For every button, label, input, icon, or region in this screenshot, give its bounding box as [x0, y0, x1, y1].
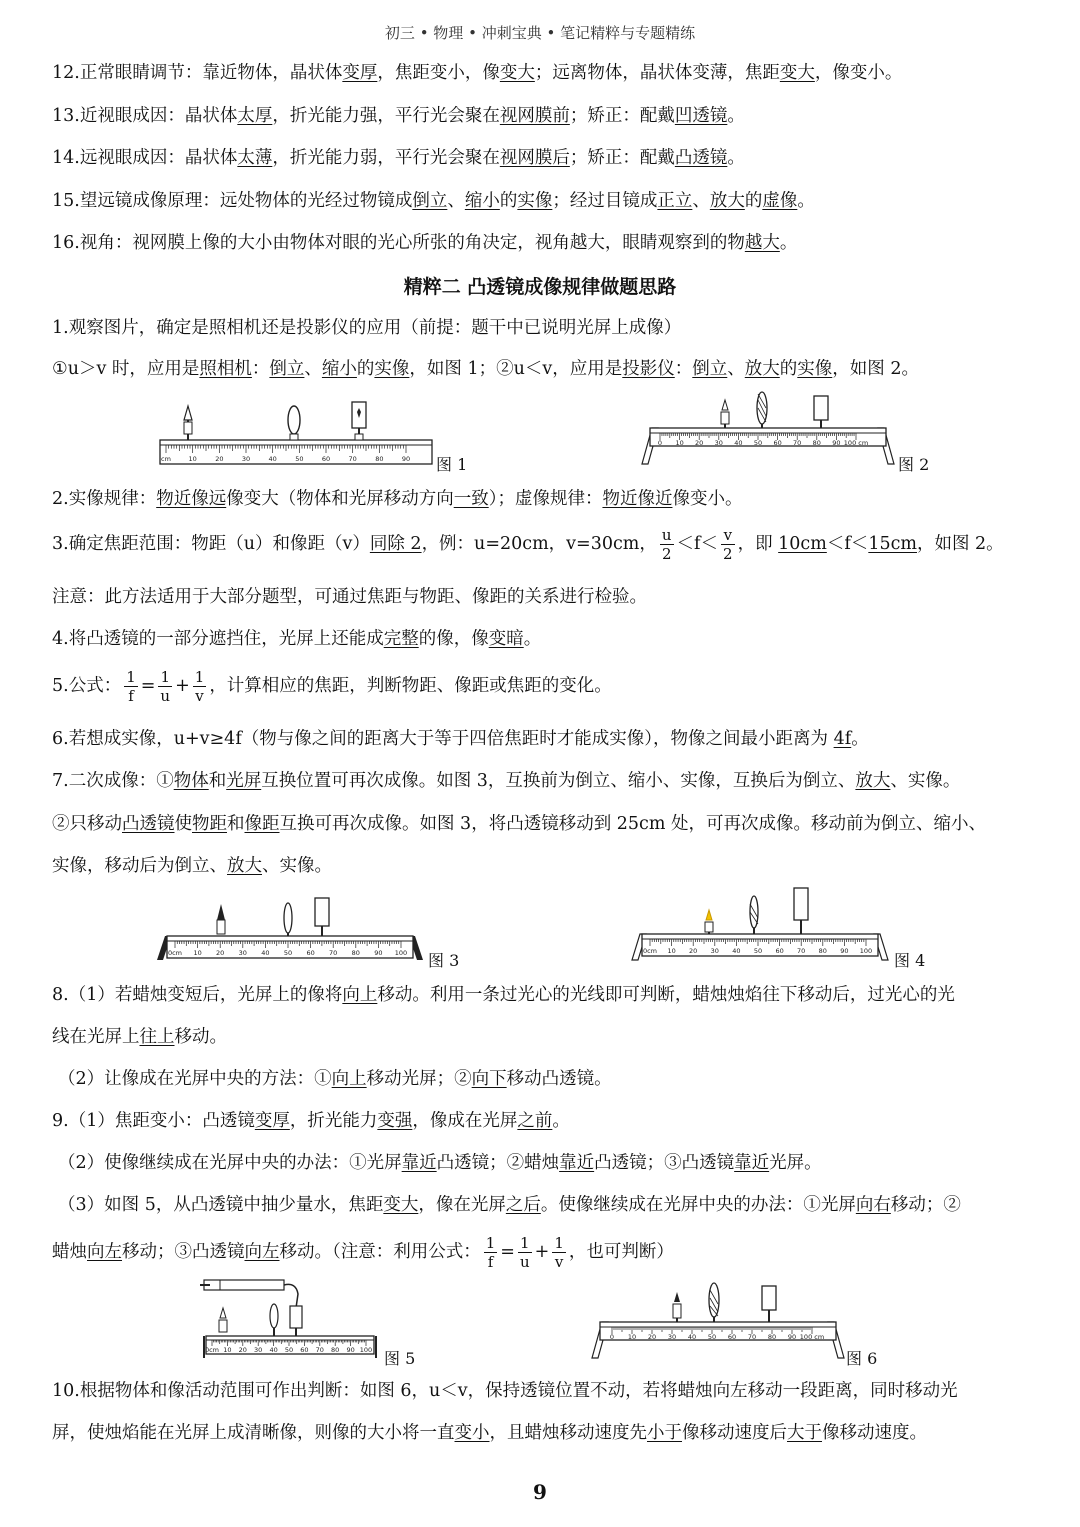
ruler-tick-label: 10: [627, 1333, 637, 1341]
text-segment: 屏，使烛焰能在光屏上成清晰像，则像的大小将一直: [52, 1423, 455, 1443]
ruler-tick-label: 10: [675, 439, 684, 447]
ruler-tick-label: 0cm: [642, 947, 658, 955]
line-14: [52, 145, 745, 171]
text-segment: 、: [727, 359, 745, 379]
underlined-answer: 物近像远: [156, 489, 227, 509]
underlined-answer: 凸透镜: [674, 148, 728, 168]
fig2-candle-flame: [722, 400, 728, 410]
text-segment: 12.正常眼睛调节：靠近物体，晶状体: [52, 63, 343, 83]
text-segment: ，焦距变小，像: [377, 63, 500, 83]
ruler-tick-label: 40: [268, 455, 277, 463]
underlined-answer: 缩小: [321, 359, 357, 379]
fig3-screen: [315, 898, 329, 926]
underlined-answer: 向上: [331, 1069, 367, 1089]
underlined-answer: 靠近: [401, 1153, 437, 1173]
fraction-1-over-f-2: $\frac{1}{f}$: [485, 1234, 496, 1271]
text-segment: 移动光屏；②: [366, 1069, 472, 1089]
underlined-answer: 往上: [139, 1027, 175, 1047]
text-segment: 。: [727, 106, 745, 126]
text-segment: 移动。利用一条过光心的光线即可判断，蜡烛烛焰往下移动后，过光心的光: [377, 985, 955, 1005]
underlined-answer: 变强: [377, 1111, 413, 1131]
ruler-tick-label: 90: [832, 439, 841, 447]
line-s8b: [52, 1024, 227, 1050]
figure-5-label: 图 5: [384, 1349, 416, 1368]
underlined-answer: 太薄: [237, 148, 273, 168]
text-segment: （2）使像继续成在光屏中央的办法：①光屏: [58, 1153, 402, 1173]
ruler-tick-label: 10: [193, 949, 202, 957]
line-s9d: 蜡烛向左移动；③凸透镜向左移动。（注意：利用公式： $\frac{1}{f}$ = $\frac{1}{u}$ + $\frac{1}{v}$ ，也可判断）: [52, 1234, 674, 1271]
fraction-u-over-2: $\frac{u}{2}$: [661, 526, 672, 563]
ruler-tick-label: cm: [161, 455, 171, 463]
ruler-tick-label: 30: [254, 1346, 263, 1354]
ruler-tick-label: 60: [321, 455, 331, 463]
text-segment: ，如图 2。: [832, 359, 919, 379]
section-title: 精粹二 凸透镜成像规律做题思路: [403, 276, 677, 298]
underlined-answer: 凸透镜: [122, 814, 175, 834]
text-segment: ，折光能力弱，平行光会聚在: [272, 148, 500, 168]
underlined-answer: 向下: [471, 1069, 507, 1089]
underlined-answer: 正立: [657, 191, 693, 211]
fig6-screen: [762, 1286, 776, 1310]
text-segment: 移动。: [174, 1027, 227, 1047]
line-s7b: [52, 811, 986, 837]
ruler-tick-label: 20: [647, 1333, 657, 1341]
ruler-tick-label: 90: [787, 1333, 797, 1341]
figure-5: [200, 1278, 382, 1366]
line-s8c: [58, 1066, 612, 1092]
fraction-1-over-u: $\frac{1}{u}$: [160, 668, 171, 705]
ruler-tick-label: 10: [223, 1346, 232, 1354]
line-s5: 5.公式： $\frac{1}{f}$ = $\frac{1}{u}$ + $\frac{1}{v}$ ，计算相应的焦距，判断物距、像距或焦距的变化。: [52, 668, 612, 705]
figure-3-label: 图 3: [428, 951, 460, 970]
ruler-tick-label: 90: [401, 455, 411, 463]
ruler-tick-label: 20: [216, 949, 225, 957]
figure-6: [590, 1278, 846, 1364]
text-segment: ；经过目镜成: [552, 191, 658, 211]
ruler-tick-label: 0cm: [204, 1346, 220, 1354]
page-header: 初三 • 物理 • 冲刺宝典 • 笔记精粹与专题精练: [384, 24, 696, 42]
ruler-tick-label: 90: [374, 949, 383, 957]
ruler-tick-label: 10: [188, 455, 197, 463]
fig4-candle-flame: [706, 910, 712, 920]
text-segment: 、: [692, 191, 710, 211]
ruler-tick-label: 10: [667, 947, 676, 955]
ruler-tick-label: 70: [348, 455, 357, 463]
ruler-tick-label: 80: [767, 1333, 777, 1341]
ruler-tick-label: 100 cm: [799, 1333, 825, 1341]
underlined-answer: 倒立: [412, 191, 448, 211]
text-segment: 7.二次成像：①: [52, 771, 174, 791]
ruler-tick-label: 0: [609, 1333, 615, 1341]
ruler-tick-label: 30: [238, 949, 247, 957]
ruler-tick-label: 40: [734, 439, 743, 447]
ruler-tick-label: 20: [695, 439, 704, 447]
ruler-tick-label: 50: [283, 949, 293, 957]
text-segment: 14.远视眼成因：晶状体: [52, 148, 238, 168]
ruler-tick-label: 100: [859, 947, 873, 955]
ruler-tick-label: 30: [241, 455, 251, 463]
line-s7c: [52, 853, 332, 879]
fig5-candle-flame: [220, 1308, 226, 1318]
text-segment: 的: [356, 359, 375, 379]
ruler-tick-label: 80: [818, 947, 827, 955]
text-segment: 8.（1）若蜡烛变短后，光屏上的像将: [52, 985, 343, 1005]
text-segment: 2.实像规律：: [52, 489, 157, 509]
figure-1: [158, 398, 438, 468]
underlined-answer: 一致: [453, 489, 489, 509]
ruler-tick-label: 20: [689, 947, 698, 955]
text-segment: 光屏。: [769, 1153, 822, 1173]
text-segment: 9.（1）焦距变小：凸透镜: [52, 1111, 255, 1131]
line-s4: [52, 626, 541, 652]
text-segment: 的像，像: [418, 629, 489, 649]
ruler-tick-label: 100: [394, 949, 408, 957]
figure-3: [155, 896, 427, 968]
figure-6-label: 图 6: [846, 1349, 878, 1368]
fig5-tube: [284, 1284, 298, 1308]
underlined-answer: 放大: [744, 359, 780, 379]
ruler-tick-label: 60: [306, 949, 315, 957]
line-s10a: [52, 1378, 958, 1404]
fig6-candle-flame: [674, 1292, 680, 1302]
underlined-answer: 变大: [383, 1195, 419, 1215]
underlined-answer: 之前: [517, 1111, 553, 1131]
text-segment: 和: [208, 771, 227, 791]
text-segment: ，如图 1；②u＜v，应用是: [409, 359, 623, 379]
line-s9a: [52, 1108, 570, 1134]
fig4-candle: [705, 922, 713, 932]
text-segment: 的: [779, 359, 798, 379]
text-segment: 15.望远镜成像原理：远处物体的光经过物镜成: [52, 191, 413, 211]
text-segment: 6.若想成实像，u+v≥4f（物与像之间的距离大于等于四倍焦距时才能成实像），物像之间最小距离为: [52, 729, 834, 749]
underlined-answer: 变暗: [488, 629, 524, 649]
ruler-tick-label: 50: [753, 947, 763, 955]
text-segment: 和: [227, 814, 245, 834]
text-segment: 互换位置可再次成像。如图 3，互换前为倒立、缩小、实像，互换后为倒立、: [261, 771, 856, 791]
ruler-tick-label: 70: [747, 1333, 757, 1341]
text-segment: 、实像。: [890, 771, 961, 791]
fraction-1-over-v: $\frac{1}{v}$: [194, 668, 205, 705]
ruler-tick-label: 70: [793, 439, 802, 447]
ruler-tick-label: 50: [753, 439, 763, 447]
fig3-lens: [284, 903, 292, 933]
underlined-answer: 实像: [797, 359, 833, 379]
text-segment: ；矫正：配戴: [569, 148, 675, 168]
figure-1-label: 图 1: [436, 455, 468, 474]
underlined-answer: 视网膜后: [499, 148, 570, 168]
underlined-answer: 之后: [505, 1195, 541, 1215]
line-12: [52, 60, 902, 86]
text-segment: 互换可再次成像。如图 3，将凸透镜移动到 25cm 处，可再次成像。移动前为倒立、缩小、: [279, 814, 986, 834]
text-segment: 。: [851, 729, 869, 749]
figure-4-label: 图 4: [894, 951, 926, 970]
fig3-candle-flame: [217, 904, 225, 920]
underlined-answer: 靠近: [734, 1153, 770, 1173]
underlined-answer: 倒立: [692, 359, 728, 379]
ruler-tick-label: 30: [714, 439, 723, 447]
text-segment: 、: [447, 191, 465, 211]
text-segment: ①u＞v 时，应用是: [52, 359, 200, 379]
text-segment: 使: [174, 814, 192, 834]
fig3-candle: [217, 920, 225, 934]
line-s2: [52, 486, 742, 512]
ruler-tick-label: 40: [269, 1346, 278, 1354]
text-segment: 、实像。: [262, 856, 332, 876]
text-segment: 13.近视眼成因：晶状体: [52, 106, 238, 126]
text-segment: （3）如图 5，从凸透镜中抽少量水，焦距: [58, 1195, 384, 1215]
text-segment: 16.视角：视网膜上像的大小由物体对眼的光心所张的角决定，视角越大，眼睛观察到的物: [52, 233, 745, 253]
text-segment: 像移动速度后: [682, 1423, 787, 1443]
fig6-candle: [673, 1304, 681, 1318]
text-segment: ②只移动: [52, 814, 122, 834]
text-segment: 像变小。: [672, 489, 743, 509]
text-segment: 的: [744, 191, 763, 211]
page-number: 9: [533, 1480, 547, 1504]
text-segment: 像移动速度。: [822, 1423, 927, 1443]
ruler-tick-label: 0: [657, 439, 663, 447]
underlined-answer: 放大: [227, 856, 262, 876]
underlined-answer: 放大: [709, 191, 745, 211]
fig5-syringe: [204, 1280, 284, 1290]
ruler-tick-label: 30: [667, 1333, 677, 1341]
underlined-answer: 完整: [383, 629, 419, 649]
line-s1b: [52, 356, 919, 382]
text-segment: 注意：此方法适用于大部分题型，可通过焦距与物距、像距的关系进行检验。: [52, 587, 647, 607]
ruler-tick-label: 60: [775, 947, 784, 955]
figure-4: [630, 880, 892, 968]
fig5-lens: [270, 1304, 278, 1328]
line-s9c: [58, 1192, 961, 1218]
line-s10b: [52, 1420, 927, 1446]
ruler-tick-label: 40: [687, 1333, 697, 1341]
line-13: [52, 103, 745, 129]
fig4-lens: [750, 896, 758, 928]
text-segment: 。: [552, 1111, 570, 1131]
underlined-answer: 缩小: [464, 191, 500, 211]
underlined-answer: 实像: [374, 359, 410, 379]
fig5-screen: [290, 1306, 302, 1328]
fig1-candle: [184, 422, 192, 434]
underlined-answer: 虚像: [762, 191, 798, 211]
ruler-tick-label: 40: [261, 949, 270, 957]
underlined-answer: 物距: [192, 814, 227, 834]
underlined-answer: 凹透镜: [674, 106, 728, 126]
text-segment: 、: [304, 359, 322, 379]
underlined-answer: 物体: [173, 771, 209, 791]
underlined-answer: 变大: [779, 63, 815, 83]
ruler-tick-label: 60: [727, 1333, 737, 1341]
text-segment: 。: [797, 191, 815, 211]
line-note: [52, 584, 647, 610]
line-s3: 3.确定焦距范围：物距（u）和像距（v）同除 2，例：u=20cm，v=30cm， $\frac{u}{2}$ ＜f＜ $\frac{v}{2}$ ，即 10cm＜f＜15cm，如图 2。: [52, 526, 1004, 563]
ruler-tick-label: 60: [773, 439, 782, 447]
text-segment: ：: [251, 359, 270, 379]
ruler-tick-label: 50: [295, 455, 304, 463]
text-segment: 。: [779, 233, 798, 253]
fraction-1-over-u-2: $\frac{1}{u}$: [519, 1234, 530, 1271]
underlined-answer: 实像: [517, 191, 553, 211]
line-s7a: [52, 768, 960, 794]
ruler-tick-label: 100: [359, 1346, 373, 1354]
ruler-tick-label: 80: [812, 439, 821, 447]
ruler-tick-label: 0cm: [167, 949, 183, 957]
fig4-screen: [794, 888, 808, 920]
line-s9b: [58, 1150, 822, 1176]
fig2-screen: [814, 396, 828, 420]
line-s6: [52, 726, 869, 752]
underlined-answer: 越大: [744, 233, 780, 253]
text-segment: 凸透镜；②蜡烛: [436, 1153, 560, 1173]
underlined-answer: 像距: [244, 814, 280, 834]
underlined-answer: 变大: [499, 63, 535, 83]
line-s1: [52, 315, 681, 341]
figure-2: [640, 388, 896, 468]
ruler-tick-label: 20: [238, 1346, 247, 1354]
underlined-answer: 倒立: [269, 359, 305, 379]
underlined-answer: 靠近: [559, 1153, 595, 1173]
ruler-tick-label: 30: [710, 947, 719, 955]
underlined-answer: 向右: [855, 1195, 891, 1215]
fraction-v-over-2: $\frac{v}{2}$: [723, 526, 733, 563]
text-segment: ；远离物体，晶状体变薄，焦距: [534, 63, 780, 83]
text-segment: ，折光能力: [289, 1111, 378, 1131]
ruler-tick-label: 90: [346, 1346, 355, 1354]
text-segment: 线在光屏上: [52, 1027, 140, 1047]
underlined-answer: 变小: [454, 1423, 490, 1443]
ruler-tick-label: 20: [215, 455, 224, 463]
text-segment: 的: [499, 191, 518, 211]
line-15: [52, 188, 815, 214]
fraction-1-over-v-2: $\frac{1}{v}$: [554, 1234, 564, 1271]
ruler-tick-label: 40: [732, 947, 741, 955]
figure-2-label: 图 2: [898, 455, 930, 474]
fig1-lens: [288, 406, 300, 434]
text-segment: 实像，移动后为倒立、: [52, 856, 227, 876]
underlined-answer: 放大: [855, 771, 891, 791]
ruler-tick-label: 80: [331, 1346, 340, 1354]
underlined-answer: 视网膜前: [499, 106, 570, 126]
fig5-candle: [219, 1320, 227, 1332]
text-segment: ，折光能力强，平行光会聚在: [272, 106, 500, 126]
fraction-1-over-f: $\frac{1}{f}$: [126, 668, 136, 705]
text-segment: 。: [727, 148, 745, 168]
ruler-tick-label: 90: [840, 947, 849, 955]
text-segment: ，像成在光屏: [412, 1111, 518, 1131]
underlined-answer: 大于: [787, 1423, 822, 1443]
ruler-tick-label: 70: [315, 1346, 324, 1354]
text-segment: （2）让像成在光屏中央的方法：①: [58, 1069, 332, 1089]
text-segment: 像变大（物体和光屏移动方向: [226, 489, 454, 509]
underlined-answer: 小于: [647, 1423, 682, 1443]
text-segment: 移动；②: [890, 1195, 961, 1215]
underlined-answer: 变厚: [342, 63, 378, 83]
line-16: [52, 230, 797, 256]
text-segment: 4.将凸透镜的一部分遮挡住，光屏上还能成: [52, 629, 384, 649]
text-segment: 移动凸透镜。: [506, 1069, 612, 1089]
underlined-answer: 4f: [833, 729, 852, 749]
underlined-answer: 变厚: [254, 1111, 290, 1131]
text-segment: ，像变小。: [814, 63, 903, 83]
text-segment: 凸透镜；③凸透镜: [594, 1153, 735, 1173]
underlined-answer: 照相机: [199, 359, 252, 379]
text-segment: ：: [674, 359, 693, 379]
fig1-candle-flame: [184, 406, 192, 420]
ruler-tick-label: 50: [707, 1333, 717, 1341]
fig2-candle: [721, 412, 729, 424]
ruler-tick-label: 60: [300, 1346, 309, 1354]
text-segment: 10.根据物体和像活动范围可作出判断：如图 6，u＜v，保持透镜位置不动，若将蜡烛向左移动一段距离，同时移动光: [52, 1381, 958, 1401]
text-segment: ）；虚像规律：: [488, 489, 603, 509]
underlined-answer: 向上: [342, 985, 378, 1005]
underlined-answer: 投影仪: [622, 359, 675, 379]
ruler-tick-label: 70: [329, 949, 338, 957]
underlined-answer: 太厚: [237, 106, 273, 126]
text-segment: 。: [523, 629, 542, 649]
ruler-tick-label: 80: [375, 455, 384, 463]
ruler-tick-label: 100 cm: [843, 439, 869, 447]
text-segment: ，像在光屏: [418, 1195, 506, 1215]
ruler-tick-label: 50: [284, 1346, 294, 1354]
text-segment: 1.观察图片，确定是照相机还是投影仪的应用（前提：题干中已说明光屏上成像）: [52, 318, 682, 338]
text-segment: 。使像继续成在光屏中央的办法：①光屏: [540, 1195, 856, 1215]
text-segment: ；矫正：配戴: [569, 106, 675, 126]
ruler-tick-label: 80: [351, 949, 360, 957]
text-segment: ，且蜡烛移动速度先: [489, 1423, 647, 1443]
ruler-tick-label: 70: [797, 947, 806, 955]
underlined-answer: 物近像近: [602, 489, 673, 509]
line-s8a: [52, 982, 955, 1008]
underlined-answer: 光屏: [226, 771, 262, 791]
